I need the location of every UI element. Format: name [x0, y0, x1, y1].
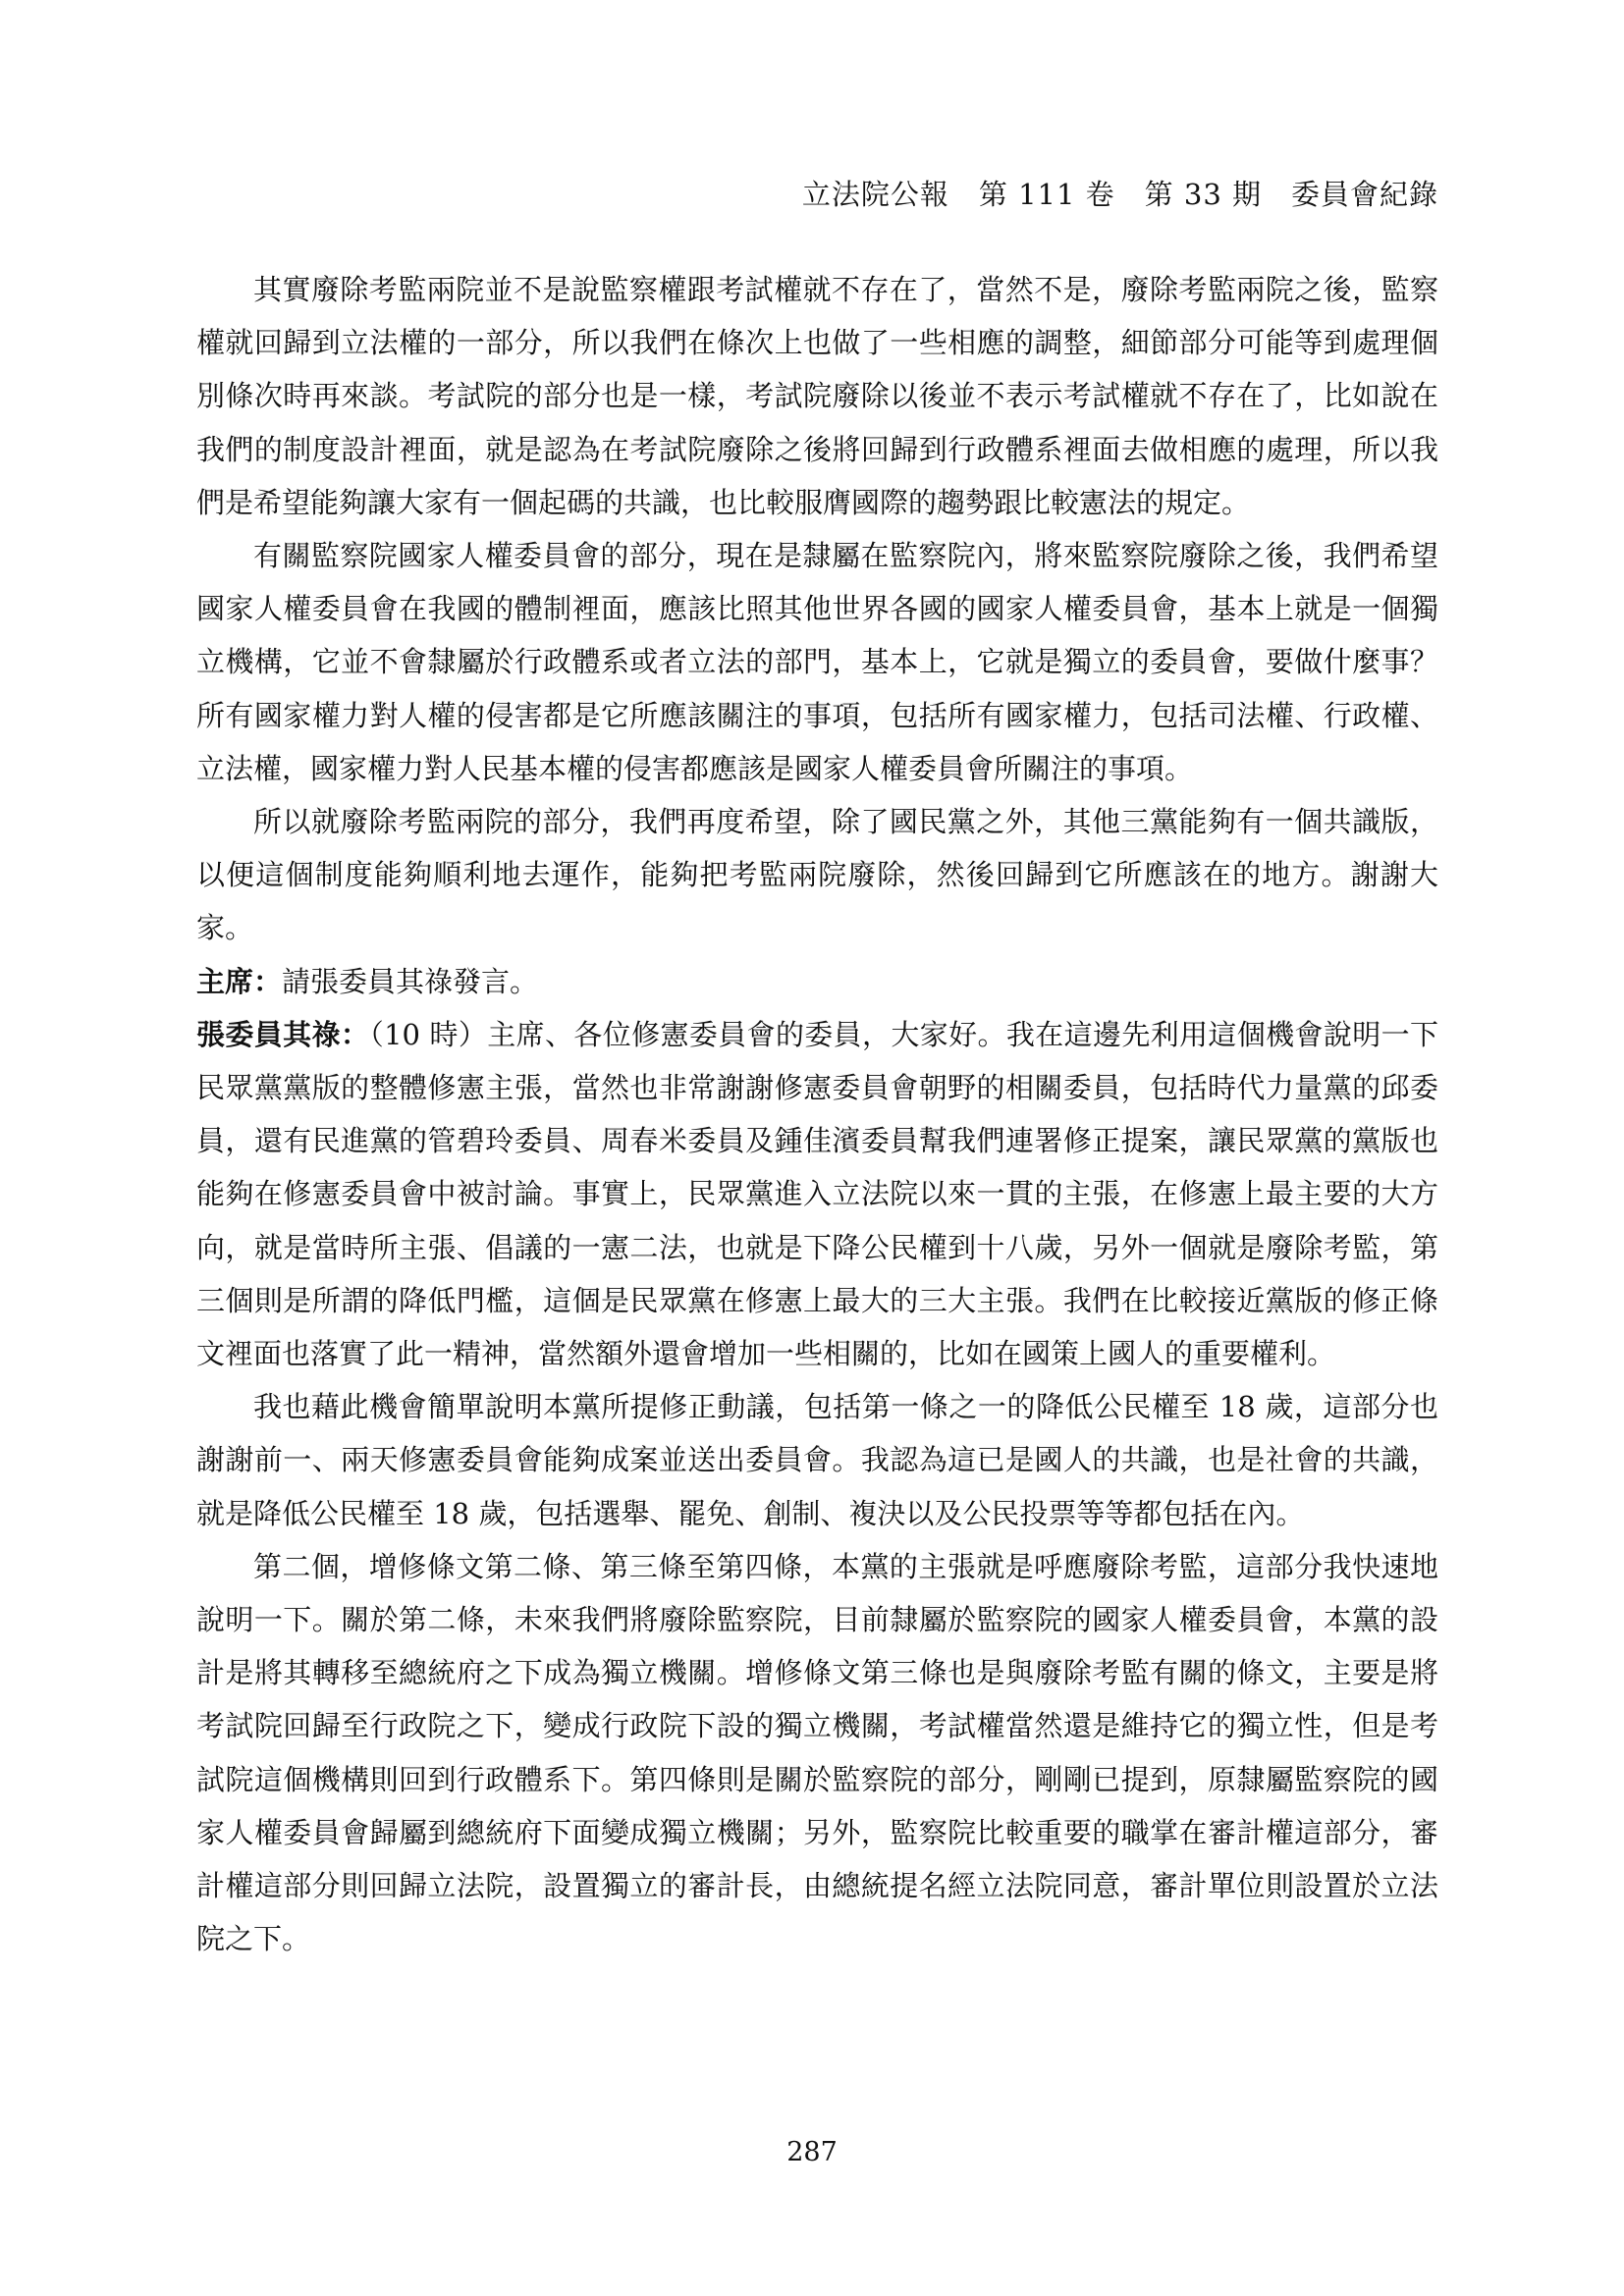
- transcript-body: [196, 263, 1438, 1966]
- paragraph: 有關監察院國家人權委員會的部分，現在是隸屬在監察院內，將來監察院廢除之後，我們希望國家人權委員會在我國的體制裡面，應該比照其他世界各國的國家人權委員會，基本上就是一個獨立機構，它並不會隸屬於行政體系或者立法的部門，基本上，它就是獨立的委員會，要做什麼事？所有國家權力對人權的侵害都是它所應該關注的事項，包括所有國家權力，包括司法權、行政權、立法權，國家權力對人民基本權的侵害都應該是國家人權委員會所關注的事項。: [196, 539, 1438, 785]
- paragraph: 第二個，增修條文第二條、第三條至第四條，本黨的主張就是呼應廢除考監，這部分我快速地說明一下。關於第二條，未來我們將廢除監察院，目前隸屬於監察院的國家人權委員會，本黨的設計是將其轉移至總統府之下成為獨立機關。增修條文第三條也是與廢除考監有關的條文，主要是將考試院回歸至行政院之下，變成行政院下設的獨立機關，考試權當然還是維持它的獨立性，但是考試院這個機構則回到行政體系下。第四條則是關於監察院的部分，剛剛已提到，原隸屬監察院的國家人權委員會歸屬到總統府下面變成獨立機關；另外，監察院比較重要的職掌在審計權這部分，審計權這部分則回歸立法院，設置獨立的審計長，由總統提名經立法院同意，審計單位則設置於立法院之下。: [196, 1549, 1438, 1956]
- paragraph: 所以就廢除考監兩院的部分，我們再度希望，除了國民黨之外，其他三黨能夠有一個共識版，以便這個制度能夠順利地去運作，能夠把考監兩院廢除，然後回歸到它所應該在的地方。謝謝大家。: [196, 805, 1438, 945]
- paragraph: 我也藉此機會簡單說明本黨所提修正動議，包括第一條之一的降低公民權至 18 歲，這部分也謝謝前一、兩天修憲委員會能夠成案並送出委員會。我認為這已是國人的共識，也是社會的共識，就是降低公民權至 18 歲，包括選舉、罷免、創制、複決以及公民投票等等都包括在內。: [196, 1390, 1438, 1530]
- chair-remark: [196, 955, 1438, 1008]
- speaker-label-zhang: 張委員其祿：: [196, 1017, 370, 1051]
- zhang-remark-text: （10 時）主席、各位修憲委員會的委員，大家好。我在這邊先利用這個機會說明一下民眾黨黨版的整體修憲主張，當然也非常謝謝修憲委員會朝野的相關委員，包括時代力量黨的邱委員，還有民進黨的管碧玲委員、周春米委員及鍾佳濱委員幫我們連署修正提案，讓民眾黨的黨版也能夠在修憲委員會中被討論。事實上，民眾黨進入立法院以來一貫的主張，在修憲上最主要的大方向，就是當時所主張、倡議的一憲二法，也就是下降公民權到十八歲，另外一個就是廢除考監，第三個則是所謂的降低門檻，這個是民眾黨在修憲上最大的三大主張。我們在比較接近黨版的修正條文裡面也落實了此一精神，當然額外還會增加一些相關的，比如在國策上國人的重要權利。: [196, 1017, 1438, 1371]
- page-number: 287: [786, 2137, 838, 2167]
- speaker-label-chair: 主席：: [196, 964, 283, 998]
- chair-remark-text: 請張委員其祿發言。: [282, 964, 539, 998]
- paragraph: 其實廢除考監兩院並不是說監察權跟考試權就不存在了，當然不是，廢除考監兩院之後，監察權就回歸到立法權的一部分，所以我們在條次上也做了一些相應的調整，細節部分可能等到處理個別條次時再來談。考試院的部分也是一樣，考試院廢除以後並不表示考試權就不存在了，比如說在我們的制度設計裡面，就是認為在考試院廢除之後將回歸到行政體系裡面去做相應的處理，所以我們是希望能夠讓大家有一個起碼的共識，也比較服膺國際的趨勢跟比較憲法的規定。: [196, 273, 1438, 519]
- zhang-remark: [196, 1008, 1438, 1380]
- publication-header: 立法院公報 第 111 卷 第 33 期 委員會紀錄: [801, 178, 1438, 211]
